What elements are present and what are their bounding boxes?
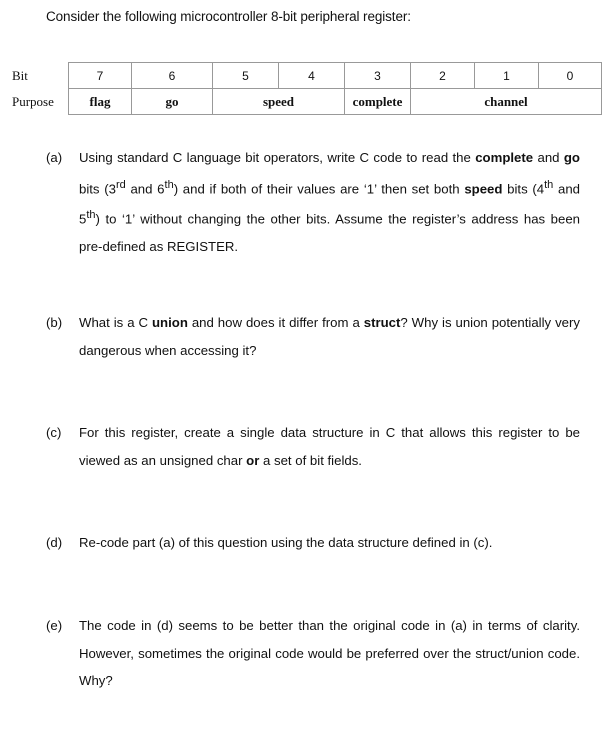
bit-row-label: Bit (12, 67, 28, 83)
register-table (12, 62, 602, 115)
bit-cell-2: 2 (411, 63, 475, 89)
question-b-label: (b) (46, 315, 63, 330)
purpose-go: go (132, 89, 213, 115)
purpose-speed: speed (213, 89, 345, 115)
question-a-label: (a) (46, 150, 63, 165)
bit-cell-7: 7 (69, 63, 132, 89)
purpose-row (12, 89, 602, 115)
purpose-row-label: Purpose (12, 93, 54, 109)
question-a (46, 144, 580, 261)
intro-text: Consider the following microcontroller 8-bit peripheral register: (46, 9, 411, 24)
bit-cell-3: 3 (345, 63, 411, 89)
bit-cell-0: 0 (539, 63, 602, 89)
purpose-complete: complete (345, 89, 411, 115)
question-d (46, 529, 580, 557)
question-d-label: (d) (46, 535, 63, 550)
question-c (46, 419, 580, 474)
purpose-channel: channel (411, 89, 602, 115)
question-c-text: For this register, create a single data structure in C that allows this register to be viewed as an unsigned char or a set of bit fields. (79, 425, 580, 468)
question-a-text: Using standard C language bit operators, write C code to read the complete and go bits (3rd and 6th) and if both of their values are ‘1’ then set both speed bits (4th and 5th) to ‘1’ without changing the other bits. Assume the register’s address has been pre-defined as REGISTER. (79, 150, 581, 255)
question-e-label: (e) (46, 618, 63, 633)
bit-cell-6: 6 (132, 63, 213, 89)
purpose-flag: flag (69, 89, 132, 115)
question-e-text: The code in (d) seems to be better than the original code in (a) in terms of clarity. However, sometimes the original code would be preferred over the struct/union code. Why? (79, 618, 580, 688)
question-b-text: What is a C union and how does it differ from a struct? Why is union potentially very dangerous when accessing it? (79, 315, 580, 358)
bit-row (12, 63, 602, 89)
question-e (46, 612, 580, 695)
bit-cell-4: 4 (279, 63, 345, 89)
question-d-text: Re-code part (a) of this question using the data structure defined in (c). (79, 535, 493, 550)
bit-cell-1: 1 (475, 63, 539, 89)
question-b (46, 309, 580, 364)
question-c-label: (c) (46, 425, 62, 440)
bit-cell-5: 5 (213, 63, 279, 89)
